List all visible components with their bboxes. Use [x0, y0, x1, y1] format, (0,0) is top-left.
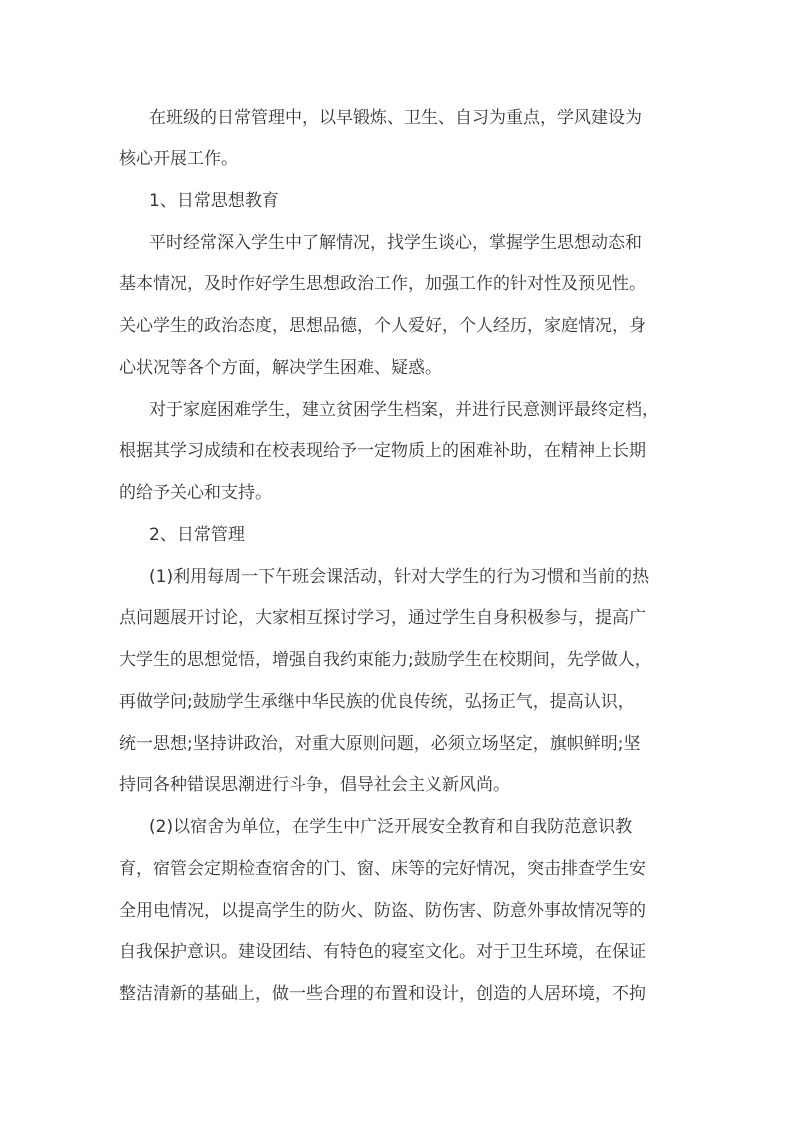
section-heading [0, 181, 794, 221]
line-text: 育，宿管会定期检查宿舍的门、窗、床等的完好情况，突击排查学生安 [119, 859, 646, 879]
text-line [0, 306, 794, 346]
text-line [0, 932, 794, 972]
text-line [0, 98, 794, 138]
line-text: 对于家庭困难学生，建立贫困学生档案，并进行民意测评最终定档， [149, 400, 659, 420]
line-text: 心状况等各个方面，解决学生困难、疑惑。 [119, 358, 442, 378]
line-text: 整洁清新的基础上，做一些合理的布置和设计，创造的人居环境，不拘 [119, 984, 646, 1004]
line-text: (1)利用每周一下午班会课活动，针对大学生的行为习惯和当前的热 [149, 567, 650, 587]
text-line [0, 682, 794, 722]
text-line [0, 264, 794, 304]
line-text: 持同各种错误思潮进行斗争，倡导社会主义新风尚。 [119, 775, 510, 795]
line-text: 根据其学习成绩和在校表现给予一定物质上的困难补助，在精神上长期 [119, 441, 646, 461]
text-line [0, 139, 794, 179]
text-line [0, 807, 794, 847]
line-text: 2、日常管理 [149, 525, 245, 545]
line-text: 点问题展开讨论，大家相互探讨学习，通过学生自身积极参与，提高广 [119, 608, 646, 628]
text-line [0, 598, 794, 638]
line-text: 自我保护意识。建设团结、有特色的寝室文化。对于卫生环境，在保证 [119, 942, 646, 962]
text-line [0, 473, 794, 513]
line-text: 的给予关心和支持。 [119, 483, 272, 503]
text-line [0, 849, 794, 889]
section-heading [0, 515, 794, 555]
line-text: (2)以宿舍为单位，在学生中广泛开展安全教育和自我防范意识教 [149, 817, 633, 837]
line-text: 全用电情况，以提高学生的防火、防盗、防伤害、防意外事故情况等的 [119, 901, 646, 921]
text-line [0, 724, 794, 764]
text-line [0, 390, 794, 430]
line-text: 在班级的日常管理中，以早锻炼、卫生、自习为重点，学风建设为 [149, 108, 642, 128]
line-text: 关心学生的政治态度，思想品德，个人爱好，个人经历，家庭情况，身 [119, 316, 646, 336]
text-line [0, 640, 794, 680]
line-text: 1、日常思想教育 [149, 191, 279, 211]
line-text: 再做学问;鼓励学生承继中华民族的优良传统，弘扬正气，提高认识， [119, 692, 635, 712]
text-line [0, 223, 794, 263]
text-line [0, 974, 794, 1014]
text-line [0, 891, 794, 931]
text-line [0, 348, 794, 388]
line-text: 基本情况，及时作好学生思想政治工作，加强工作的针对性及预见性。 [119, 274, 646, 294]
text-line [0, 431, 794, 471]
text-line [0, 557, 794, 597]
line-text: 统一思想;坚持讲政治，对重大原则问题，必须立场坚定，旗帜鲜明;坚 [119, 734, 641, 754]
line-text: 平时经常深入学生中了解情况，找学生谈心，掌握学生思想动态和 [149, 233, 642, 253]
line-text: 大学生的思想觉悟，增强自我约束能力;鼓励学生在校期间，先学做人， [119, 650, 652, 670]
line-text: 核心开展工作。 [119, 149, 238, 169]
text-line [0, 765, 794, 805]
